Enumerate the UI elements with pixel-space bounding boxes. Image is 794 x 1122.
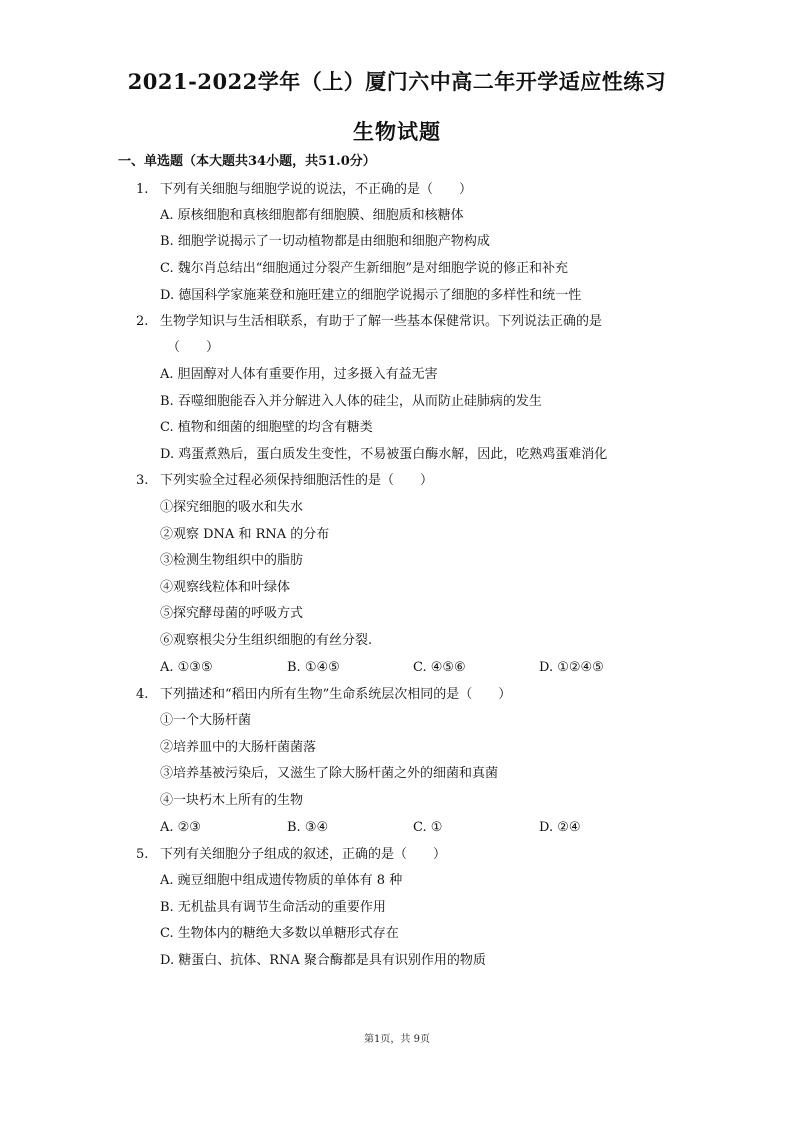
question-stem-continuation: （ ） [167, 340, 220, 355]
option-c: C. 生物体内的糖绝大多数以单糖形式存在 [160, 926, 399, 941]
choice-d: D. ②④ [539, 820, 581, 835]
question-stem: 下列有关细胞与细胞学说的说法，不正确的是（ ） [160, 182, 473, 197]
list-item: ②培养皿中的大肠杆菌菌落 [160, 740, 317, 755]
choice-a: A. ①③⑤ [160, 660, 213, 675]
choice-b: B. ③④ [287, 820, 329, 835]
question-number: 4. [136, 687, 149, 702]
question-stem: 下列实验全过程必须保持细胞活性的是（ ） [160, 473, 434, 488]
question-stem: 下列描述和“稻田内所有生物”生命系统层次相同的是（ ） [160, 687, 512, 702]
option-c: C. 植物和细菌的细胞壁的均含有糖类 [160, 420, 373, 435]
option-d: D. 德国科学家施莱登和施旺建立的细胞学说揭示了细胞的多样性和统一性 [160, 288, 582, 303]
list-item: ③培养基被污染后，又滋生了除大肠杆菌之外的细菌和真菌 [160, 766, 499, 781]
page-number: 第1页，共 9页 [364, 1034, 430, 1045]
question-number: 2. [136, 314, 149, 329]
exam-title: 2021-2022学年（上）厦门六中高二年开学适应性练习 [127, 69, 667, 94]
choice-c: C. ① [413, 820, 443, 835]
choice-c: C. ④⑤⑥ [413, 660, 466, 675]
choice-a: A. ②③ [160, 820, 201, 835]
list-item: ④一块朽木上所有的生物 [160, 793, 304, 808]
list-item: ①探究细胞的吸水和失水 [160, 500, 304, 515]
option-b: B. 无机盐具有调节生命活动的重要作用 [160, 900, 386, 915]
section-heading: 一、单选题（本大题共34小题，共51.0分） [118, 154, 376, 169]
question-number: 1. [136, 182, 149, 197]
option-d: D. 鸡蛋煮熟后，蛋白质发生变性，不易被蛋白酶水解，因此，吃熟鸡蛋难消化 [160, 447, 608, 462]
list-item: ⑤探究酵母菌的呼吸方式 [160, 606, 304, 621]
question-number: 3. [136, 473, 149, 488]
option-a: A. 胆固醇对人体有重要作用，过多摄入有益无害 [160, 367, 438, 382]
option-c: C. 魏尔肖总结出“细胞通过分裂产生新细胞”是对细胞学说的修正和补充 [160, 261, 569, 276]
exam-subtitle: 生物试题 [353, 119, 441, 144]
list-item: ⑥观察根尖分生组织细胞的有丝分裂. [160, 633, 373, 648]
option-b: B. 细胞学说揭示了一切动植物都是由细胞和细胞产物构成 [160, 234, 490, 249]
choice-b: B. ①④⑤ [287, 660, 340, 675]
choice-d: D. ①②④⑤ [539, 660, 604, 675]
list-item: ③检测生物组织中的脂肪 [160, 553, 304, 568]
question-stem: 生物学知识与生活相联系，有助于了解一些基本保健常识。下列说法正确的是 [160, 314, 603, 329]
option-b: B. 吞噬细胞能吞入并分解进入人体的硅尘，从而防止硅肺病的发生 [160, 394, 542, 409]
option-d: D. 糖蛋白、抗体、RNA 聚合酶都是具有识别作用的物质 [160, 953, 486, 968]
list-item: ④观察线粒体和叶绿体 [160, 580, 291, 595]
list-item: ①一个大肠杆菌 [160, 713, 252, 728]
question-number: 5. [136, 847, 149, 862]
option-a: A. 原核细胞和真核细胞都有细胞膜、细胞质和核糖体 [160, 208, 464, 223]
question-stem: 下列有关细胞分子组成的叙述，正确的是（ ） [160, 847, 447, 862]
list-item: ②观察 DNA 和 RNA 的分布 [160, 527, 330, 542]
option-a: A. 豌豆细胞中组成遗传物质的单体有 8 种 [160, 873, 403, 888]
